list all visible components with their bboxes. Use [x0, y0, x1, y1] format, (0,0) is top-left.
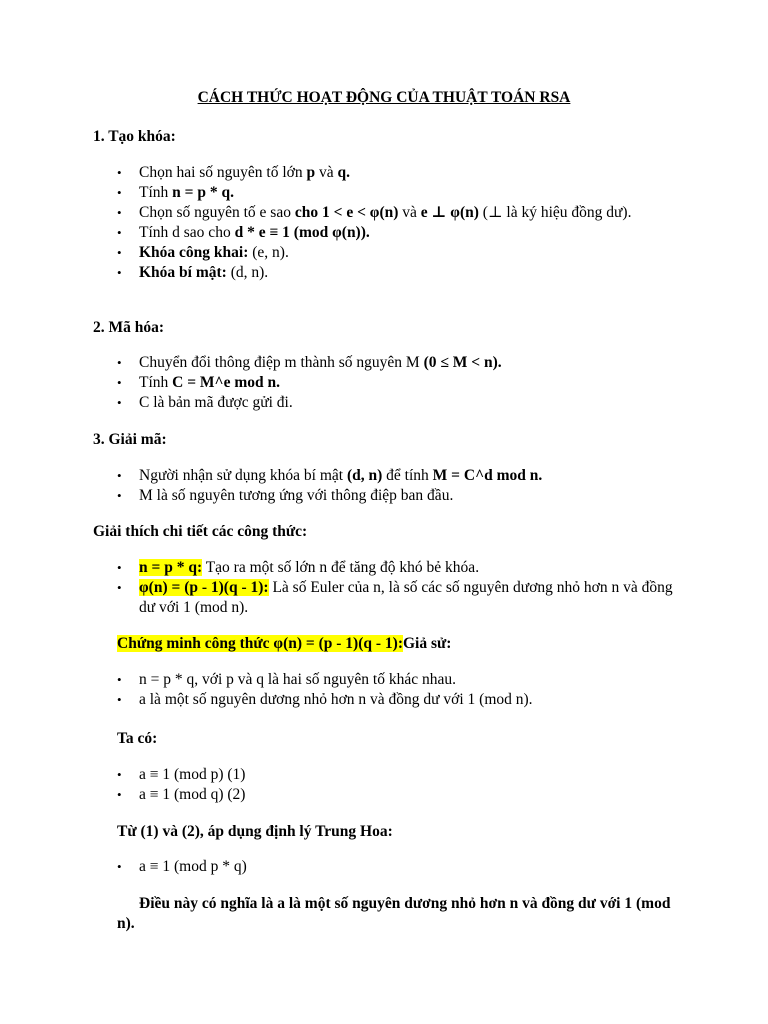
decryption-list — [117, 466, 677, 506]
list-item: • Chọn hai số nguyên tố lớn p và q. — [117, 163, 677, 183]
list-item: • Tính d sao cho d * e ≡ 1 (mod φ(n)). — [117, 223, 677, 243]
list-item: • Tính n = p * q. — [117, 183, 677, 203]
section-heading-proof: Chứng minh công thức φ(n) = (p - 1)(q - 1):Giả sử: — [117, 635, 452, 652]
list-item: • Tính C = M^e mod n. — [117, 373, 677, 393]
list-item: • n = p * q: Tạo ra một số lớn n để tăng độ khó bẻ khóa. — [117, 558, 677, 578]
list-item: • φ(n) = (p - 1)(q - 1): Là số Euler của n, là số các số nguyên dương nhỏ hơn n và đồng dư với 1 (mod n). — [117, 578, 677, 618]
list-item: • Khóa công khai: (e, n). — [117, 243, 677, 263]
section-heading-explanation: Giải thích chi tiết các công thức: — [93, 523, 308, 540]
list-item: • Chuyển đổi thông điệp m thành số nguyên M (0 ≤ M < n). — [117, 353, 677, 373]
list-item: • a là một số nguyên dương nhỏ hơn n và đồng dư với 1 (mod n). — [117, 690, 677, 710]
list-item: • a ≡ 1 (mod q) (2) — [117, 785, 677, 805]
list-item: • C là bản mã được gửi đi. — [117, 393, 677, 413]
section-heading-key-generation: 1. Tạo khóa: — [93, 128, 176, 145]
list-item: • a ≡ 1 (mod p) (1) — [117, 765, 677, 785]
encryption-list — [117, 353, 677, 413]
section-heading-encryption: 2. Mã hóa: — [93, 319, 165, 336]
crt-result-list — [117, 857, 677, 877]
explanation-list — [117, 558, 677, 618]
section-heading-we-have: Ta có: — [117, 730, 158, 747]
list-item: • Người nhận sử dụng khóa bí mật (d, n) để tính M = C^d mod n. — [117, 466, 677, 486]
list-item: • Khóa bí mật: (d, n). — [117, 263, 677, 283]
section-heading-crt: Từ (1) và (2), áp dụng định lý Trung Hoa: — [117, 823, 393, 840]
section-heading-decryption: 3. Giải mã: — [93, 431, 167, 448]
list-item: • Chọn số nguyên tố e sao cho 1 < e < φ(n) và e ⊥ φ(n) (⊥ là ký hiệu đồng dư). — [117, 203, 677, 223]
conclusion-paragraph: Điều này có nghĩa là a là một số nguyên dương nhỏ hơn n và đồng dư với 1 (mod n). — [117, 895, 671, 932]
list-item: • a ≡ 1 (mod p * q) — [117, 857, 677, 877]
key-generation-list — [117, 163, 677, 283]
page-title: CÁCH THỨC HOẠT ĐỘNG CỦA THUẬT TOÁN RSA — [197, 89, 571, 106]
congruence-list — [117, 765, 677, 805]
list-item: • n = p * q, với p và q là hai số nguyên tố khác nhau. — [117, 670, 677, 690]
proof-assumptions-list — [117, 670, 677, 710]
list-item: • M là số nguyên tương ứng với thông điệp ban đầu. — [117, 486, 677, 506]
